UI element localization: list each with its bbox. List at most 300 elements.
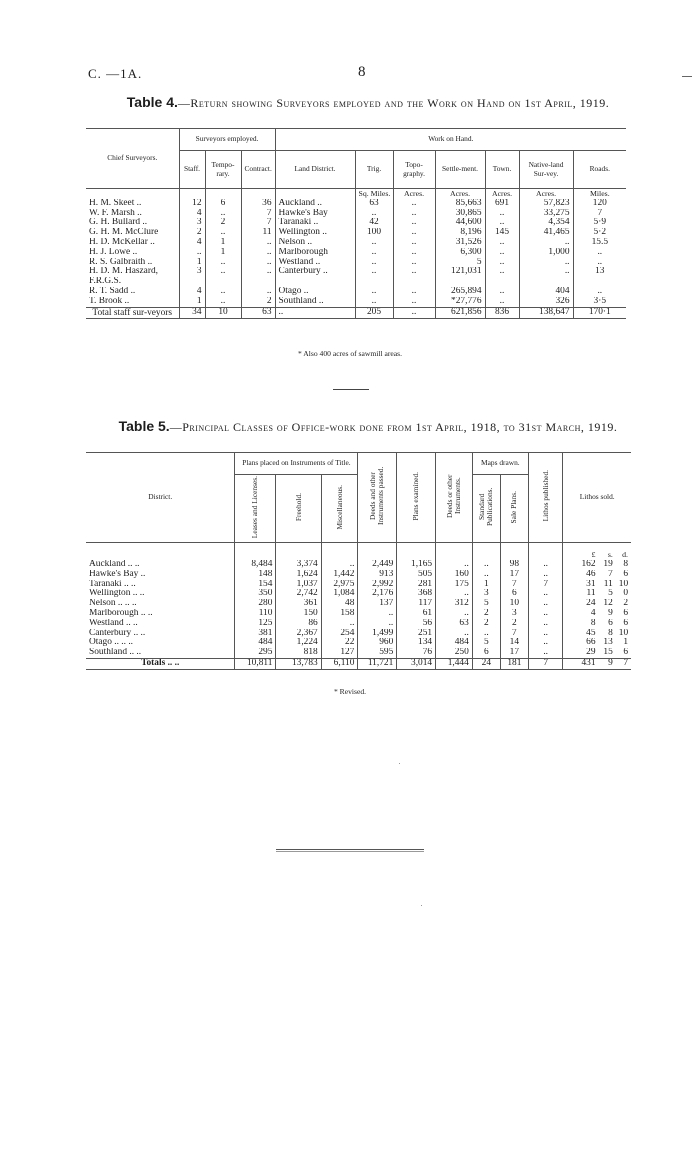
t4-cell-native-land: .. <box>519 267 573 277</box>
t5-cell-sale-plans: 7 <box>500 580 528 590</box>
t5-cell-district: Hawke's Bay .. <box>89 569 146 579</box>
t5-cell-lithos-published: .. <box>528 609 563 619</box>
t5-total-shillings: 9 <box>608 658 613 668</box>
t5-cell-sale-plans: 98 <box>500 560 528 570</box>
t4-cell-roads: 7 <box>573 209 626 219</box>
table-row <box>86 199 626 209</box>
t5-cell-deeds-other: 63 <box>436 619 473 629</box>
table-row <box>86 589 631 599</box>
t4-cell-staff: 4 <box>179 209 205 219</box>
table5-footnote: * Revised. <box>333 687 367 696</box>
t4-cell-staff: 3 <box>179 267 205 277</box>
t5-blank-cell <box>528 542 563 560</box>
t4-group-work: Work on Hand. <box>275 129 626 151</box>
t4-unit-land-district <box>275 189 355 199</box>
t5-cell-standard: .. <box>472 570 500 580</box>
t5-total-plans-examined: 3,014 <box>397 658 436 669</box>
t4-cell-trig: .. <box>355 258 393 268</box>
t4-unit-trig: Sq. Miles. <box>355 189 393 199</box>
t4-cell-contract: .. <box>241 258 275 268</box>
t4-cell-trig: .. <box>355 297 393 307</box>
t4-cell-settlement: 31,526 <box>435 238 485 248</box>
t5-cell-pence: 1 <box>623 638 628 648</box>
t4-unit-settlement: Acres. <box>435 189 485 199</box>
t4-col-staff: Staff. <box>179 151 205 189</box>
t4-cell-temporary <box>205 277 241 287</box>
t5-cell-pounds: 45 <box>563 629 599 639</box>
t4-col-town: Town. <box>485 151 519 189</box>
t5-cell-miscellaneous: 48 <box>321 599 358 609</box>
t5-col-lithos-sold: Lithos sold. <box>563 453 631 543</box>
table-row <box>86 580 631 590</box>
t4-cell-topography: .. <box>393 228 435 238</box>
t5-cell-sale-plans: 10 <box>500 599 528 609</box>
t5-cell-pence: 6 <box>623 648 628 658</box>
t5-cell-shillings: 5 <box>608 589 613 599</box>
t5-cell-pounds: 11 <box>563 589 599 599</box>
t4-cell-staff: 1 <box>179 258 205 268</box>
table4-footnote: * Also 400 acres of sawmill areas. <box>298 349 402 358</box>
t4-cell-topography: .. <box>393 297 435 307</box>
t5-cell-district: Taranaki .. .. <box>89 579 136 589</box>
table-row <box>86 560 631 570</box>
t5-col-plans-examined: Plans examined. <box>411 471 421 521</box>
t5-cell-shillings: 15 <box>603 648 613 658</box>
table-row <box>86 228 626 238</box>
section-divider <box>333 389 369 390</box>
table4 <box>86 128 626 319</box>
t4-cell-native-land: 326 <box>519 297 573 307</box>
t5-cell-pence: 8 <box>623 560 628 569</box>
t5-col-leases: Leases and Licenses. <box>250 475 260 539</box>
t4-cell-roads: 5·9 <box>573 218 626 228</box>
t5-col-deeds-passed: Deeds and other Instruments passed. <box>368 466 386 526</box>
t4-cell-trig: 100 <box>355 228 393 238</box>
t5-blank-cell <box>436 542 473 560</box>
t4-cell-settlement: 121,031 <box>435 267 485 277</box>
t5-cell-plans-examined: 76 <box>397 648 436 658</box>
t5-cell-standard: 5 <box>472 638 500 648</box>
t5-cell-miscellaneous: .. <box>321 619 358 629</box>
t4-cell-contract: 7 <box>241 209 275 219</box>
t4-cell-native-land: .. <box>519 258 573 268</box>
t4-col-native-land: Native-land Sur-vey. <box>519 151 573 189</box>
t5-cell-pounds: 162 <box>563 560 599 570</box>
t5-cell-standard: 1 <box>472 580 500 590</box>
t4-cell-native-land: 33,275 <box>519 209 573 219</box>
t5-cell-deeds-other: .. <box>436 629 473 639</box>
t4-cell-topography: .. <box>393 218 435 228</box>
table-row <box>86 287 626 297</box>
t4-cell-temporary: .. <box>205 297 241 307</box>
t5-total-district: Totals .. .. <box>141 658 180 668</box>
t4-total-settlement: 621,856 <box>435 307 485 318</box>
t5-cell-pounds: 8 <box>563 619 599 629</box>
t4-total-topography: .. <box>393 307 435 318</box>
t5-cell-deeds-other: 250 <box>436 648 473 658</box>
t4-cell-land-district: Westland .. <box>275 258 355 268</box>
t5-total-pence: 7 <box>623 658 628 668</box>
t4-cell-land-district: Wellington .. <box>275 228 355 238</box>
t5-blank-cell <box>358 542 397 560</box>
t5-cell-lithos-published: .. <box>528 619 563 629</box>
t5-cell-freehold: 2,367 <box>276 629 321 639</box>
table-row <box>86 570 631 580</box>
t5-cell-miscellaneous: 22 <box>321 638 358 648</box>
t4-cell-settlement: 265,894 <box>435 287 485 297</box>
table5-title <box>88 419 648 434</box>
t5-cell-sale-plans: 14 <box>500 638 528 648</box>
t4-cell-chief-surveyor: H. J. Lowe .. <box>89 247 138 257</box>
t4-cell-land-district: Otago .. <box>275 287 355 297</box>
t4-cell-staff: 3 <box>179 218 205 228</box>
t4-col-land-district: Land District. <box>275 151 355 189</box>
t4-cell-staff: 12 <box>179 199 205 209</box>
t5-cell-shillings: 19 <box>603 560 613 569</box>
t5-cell-miscellaneous: 1,084 <box>321 589 358 599</box>
t5-total-sale-plans: 181 <box>500 658 528 669</box>
t5-col-lithos-published: Lithos published. <box>540 470 550 522</box>
table5-title-text: —Principal Classes of Office-work done from 1st April, 1918, to 31st March, 1919. <box>169 420 618 434</box>
t5-cell-freehold: 1,624 <box>276 570 321 580</box>
t4-unit-chief-surveyor <box>86 189 179 199</box>
edge-mark <box>682 76 692 77</box>
t5-cell-deeds-passed: 595 <box>358 648 397 658</box>
t4-unit-contract <box>241 189 275 199</box>
table-row <box>86 609 631 619</box>
table-row <box>86 209 626 219</box>
t5-cell-plans-examined: 117 <box>397 599 436 609</box>
t4-cell-contract: 7 <box>241 218 275 228</box>
t4-total-town: 836 <box>485 307 519 318</box>
t5-cell-leases: 295 <box>235 648 276 658</box>
t5-cell-pence: 6 <box>623 618 628 628</box>
t5-total-leases: 10,811 <box>235 658 276 669</box>
t5-blank-cell <box>86 542 235 560</box>
t4-cell-town: .. <box>485 238 519 248</box>
t4-cell-staff <box>179 277 205 287</box>
t5-cell-deeds-other: .. <box>436 589 473 599</box>
t4-cell-staff: 4 <box>179 238 205 248</box>
t5-cell-freehold: 2,742 <box>276 589 321 599</box>
t4-cell-native-land: 41,465 <box>519 228 573 238</box>
t4-cell-chief-surveyor: T. Brook .. <box>89 296 130 306</box>
t5-cell-plans-examined: 1,165 <box>397 560 436 570</box>
t5-cell-deeds-other: 160 <box>436 570 473 580</box>
t5-unit-pounds: £ <box>563 542 599 560</box>
t4-cell-topography: .. <box>393 238 435 248</box>
t5-col-miscellaneous: Miscellaneous. <box>334 484 344 530</box>
t4-cell-land-district: Nelson .. <box>275 238 355 248</box>
t5-blank-cell <box>235 542 276 560</box>
t4-cell-native-land: 57,823 <box>519 199 573 209</box>
t5-cell-district: Westland .. .. <box>89 618 138 628</box>
table-row <box>86 638 631 648</box>
t5-cell-district: Marlborough .. .. <box>89 608 153 618</box>
t4-cell-land-district: Southland .. <box>275 297 355 307</box>
t5-cell-leases: 350 <box>235 589 276 599</box>
t5-cell-lithos-published: .. <box>528 648 563 658</box>
t5-cell-freehold: 3,374 <box>276 560 321 570</box>
t4-cell-topography: .. <box>393 258 435 268</box>
table-row <box>86 267 626 277</box>
t4-cell-roads: 13 <box>573 267 626 277</box>
t5-cell-leases: 280 <box>235 599 276 609</box>
t5-col-deeds-other: Deeds or other Instruments. <box>444 474 462 518</box>
t5-cell-freehold: 86 <box>276 619 321 629</box>
t5-blank-cell <box>472 542 500 560</box>
t5-cell-miscellaneous: .. <box>321 560 358 570</box>
t4-cell-topography: .. <box>393 248 435 258</box>
t5-cell-pence: 0 <box>623 589 628 599</box>
t4-cell-roads: .. <box>573 258 626 268</box>
t5-cell-shillings: 9 <box>608 608 613 618</box>
t4-cell-contract: 2 <box>241 297 275 307</box>
t4-unit-native-land: Acres. <box>519 189 573 199</box>
t4-col-chief: Chief Surveyors. <box>107 153 158 163</box>
t5-cell-district: Otago .. .. .. <box>89 638 134 648</box>
table-row <box>86 277 626 287</box>
t5-cell-deeds-other: 312 <box>436 599 473 609</box>
t4-cell-town: .. <box>485 218 519 228</box>
t4-cell-town: .. <box>485 297 519 307</box>
t4-cell-chief-surveyor: H. M. Skeet .. <box>89 198 142 208</box>
t5-cell-plans-examined: 251 <box>397 629 436 639</box>
t4-total-native-land: 138,647 <box>519 307 573 318</box>
t5-cell-leases: 8,484 <box>235 560 276 570</box>
t4-group-surveyors: Surveyors employed. <box>179 129 275 151</box>
t5-cell-deeds-passed: .. <box>358 609 397 619</box>
t4-cell-temporary: .. <box>205 258 241 268</box>
t5-cell-plans-examined: 505 <box>397 570 436 580</box>
t4-cell-town <box>485 277 519 287</box>
t5-cell-miscellaneous: 254 <box>321 629 358 639</box>
t5-cell-deeds-passed: 2,176 <box>358 589 397 599</box>
t4-cell-town: .. <box>485 248 519 258</box>
table5 <box>86 452 631 670</box>
t4-total-temporary: 10 <box>205 307 241 318</box>
t4-cell-settlement: 44,600 <box>435 218 485 228</box>
t5-total-standard: 24 <box>472 658 500 669</box>
t5-cell-pounds: 31 <box>563 580 599 590</box>
t4-col-settlement: Settle-ment. <box>435 151 485 189</box>
table-row <box>86 248 626 258</box>
t4-cell-settlement: *27,776 <box>435 297 485 307</box>
t4-cell-trig: 63 <box>355 199 393 209</box>
t5-cell-lithos-published: .. <box>528 638 563 648</box>
t5-cell-leases: 154 <box>235 580 276 590</box>
t4-cell-staff: 1 <box>179 297 205 307</box>
t4-cell-roads: .. <box>573 248 626 258</box>
t4-cell-trig: .. <box>355 287 393 297</box>
t5-unit-shillings: s. <box>607 550 613 560</box>
t4-cell-chief-surveyor: G. H. Bullard .. <box>89 218 148 228</box>
t5-total-pounds: 431 <box>563 658 599 669</box>
t4-cell-town: .. <box>485 267 519 277</box>
t5-cell-freehold: 818 <box>276 648 321 658</box>
t4-cell-chief-surveyor: H. D. M. Haszard, <box>89 267 158 277</box>
t4-cell-chief-surveyor: G. H. M. McClure <box>89 228 159 238</box>
t5-cell-lithos-published: .. <box>528 570 563 580</box>
t4-cell-contract: .. <box>241 287 275 297</box>
t4-cell-topography <box>393 277 435 287</box>
t5-cell-freehold: 1,224 <box>276 638 321 648</box>
t5-cell-leases: 381 <box>235 629 276 639</box>
t4-cell-temporary: 1 <box>205 248 241 258</box>
t5-cell-sale-plans: 3 <box>500 609 528 619</box>
table-row <box>86 238 626 248</box>
t4-cell-contract: .. <box>241 248 275 258</box>
bottom-rule <box>276 849 424 852</box>
t5-cell-pounds: 29 <box>563 648 599 658</box>
t5-cell-sale-plans: 7 <box>500 629 528 639</box>
t5-cell-standard: 6 <box>472 648 500 658</box>
t4-cell-settlement: 5 <box>435 258 485 268</box>
t4-cell-roads: 3·5 <box>573 297 626 307</box>
t5-cell-freehold: 361 <box>276 599 321 609</box>
t4-cell-temporary: .. <box>205 267 241 277</box>
t4-cell-town: 691 <box>485 199 519 209</box>
t5-cell-district: Southland .. .. <box>89 648 142 658</box>
t5-cell-plans-examined: 281 <box>397 580 436 590</box>
t5-cell-lithos-published: .. <box>528 629 563 639</box>
t4-cell-land-district: Canterbury .. <box>275 267 355 277</box>
table4-title <box>88 95 648 110</box>
t5-cell-shillings: 11 <box>603 579 613 589</box>
t4-cell-contract: 11 <box>241 228 275 238</box>
t5-cell-shillings: 12 <box>603 599 613 609</box>
t5-cell-lithos-published: .. <box>528 599 563 609</box>
t4-cell-topography: .. <box>393 209 435 219</box>
t4-cell-land-district: Auckland .. <box>275 199 355 209</box>
t5-cell-district: Auckland .. .. <box>89 560 140 569</box>
t4-cell-land-district: Taranaki .. <box>275 218 355 228</box>
table4-label: Table 4. <box>126 94 178 110</box>
t5-cell-lithos-published: .. <box>528 589 563 599</box>
t5-cell-pence: 6 <box>623 569 628 579</box>
t5-cell-pounds: 4 <box>563 609 599 619</box>
t5-cell-pence: 10 <box>618 628 629 638</box>
t4-cell-contract <box>241 277 275 287</box>
t5-cell-pounds: 46 <box>563 570 599 580</box>
t5-cell-deeds-other: 484 <box>436 638 473 648</box>
t5-col-district: District. <box>148 492 173 501</box>
t5-cell-freehold: 150 <box>276 609 321 619</box>
t4-cell-land-district <box>275 277 355 287</box>
table-row <box>86 629 631 639</box>
t4-cell-chief-surveyor: R. T. Sadd .. <box>89 286 136 296</box>
t4-cell-chief-surveyor: H. D. McKellar .. <box>89 237 155 247</box>
t5-cell-plans-examined: 134 <box>397 638 436 648</box>
t5-cell-standard: 2 <box>472 609 500 619</box>
t5-cell-deeds-other: .. <box>436 609 473 619</box>
t4-total-chief-surveyor: Total staff sur-veyors <box>92 307 173 318</box>
t4-unit-staff <box>179 189 205 199</box>
t5-cell-standard: 3 <box>472 589 500 599</box>
t5-total-deeds-other: 1,444 <box>436 658 473 669</box>
t4-cell-staff: 4 <box>179 287 205 297</box>
t4-col-roads: Roads. <box>573 151 626 189</box>
t5-cell-district: Nelson .. .. .. <box>89 599 137 609</box>
t5-blank-cell <box>321 542 358 560</box>
t4-cell-town: .. <box>485 287 519 297</box>
t5-blank-cell <box>500 542 528 560</box>
t5-cell-deeds-passed: 913 <box>358 570 397 580</box>
t5-blank-cell <box>276 542 321 560</box>
t5-cell-pounds: 24 <box>563 599 599 609</box>
t5-cell-shillings: 7 <box>608 569 613 579</box>
t4-cell-contract: .. <box>241 267 275 277</box>
t5-cell-deeds-other: .. <box>436 560 473 570</box>
t5-cell-standard: 2 <box>472 619 500 629</box>
t4-col-trig: Trig. <box>355 151 393 189</box>
t5-cell-miscellaneous: 158 <box>321 609 358 619</box>
t5-total-freehold: 13,783 <box>276 658 321 669</box>
t5-cell-standard: .. <box>472 560 500 570</box>
t4-cell-trig: .. <box>355 238 393 248</box>
t4-unit-town: Acres. <box>485 189 519 199</box>
t4-cell-settlement: 85,663 <box>435 199 485 209</box>
t4-cell-topography: .. <box>393 287 435 297</box>
t4-cell-topography: .. <box>393 199 435 209</box>
t5-cell-shillings: 8 <box>608 628 613 638</box>
t5-cell-standard: .. <box>472 629 500 639</box>
t5-cell-sale-plans: 17 <box>500 648 528 658</box>
table-row <box>86 648 631 658</box>
t5-cell-sale-plans: 6 <box>500 589 528 599</box>
t5-cell-freehold: 1,037 <box>276 580 321 590</box>
t5-cell-plans-examined: 368 <box>397 589 436 599</box>
t5-total-row <box>86 658 631 669</box>
t4-cell-native-land: 404 <box>519 287 573 297</box>
t5-cell-pounds: 66 <box>563 638 599 648</box>
t4-cell-trig: .. <box>355 267 393 277</box>
t5-cell-deeds-passed: 137 <box>358 599 397 609</box>
table-row <box>86 599 631 609</box>
t4-cell-trig: .. <box>355 248 393 258</box>
t4-cell-chief-surveyor: R. S. Galbraith .. <box>89 257 153 267</box>
t5-col-sale-plans: Sale Plans. <box>509 490 519 524</box>
t4-cell-temporary: .. <box>205 209 241 219</box>
t5-cell-pence: 6 <box>623 608 628 618</box>
scan-speck <box>421 905 422 906</box>
t5-cell-pence: 10 <box>618 579 629 589</box>
t4-col-temporary: Tempo-rary. <box>205 151 241 189</box>
t5-cell-leases: 110 <box>235 609 276 619</box>
t4-col-topography: Topo-graphy. <box>393 151 435 189</box>
t4-cell-roads: .. <box>573 287 626 297</box>
t5-group-maps: Maps drawn. <box>472 453 528 475</box>
t5-cell-sale-plans: 17 <box>500 570 528 580</box>
t5-cell-deeds-passed: 960 <box>358 638 397 648</box>
t5-blank-cell <box>397 542 436 560</box>
t4-cell-trig: 42 <box>355 218 393 228</box>
table-row <box>86 258 626 268</box>
t5-money-units-row <box>86 542 631 560</box>
t5-cell-plans-examined: 56 <box>397 619 436 629</box>
t4-cell-staff: 2 <box>179 228 205 238</box>
t4-cell-trig <box>355 277 393 287</box>
table-row <box>86 297 626 307</box>
t4-cell-temporary: .. <box>205 287 241 297</box>
t5-cell-miscellaneous: 2,975 <box>321 580 358 590</box>
t4-cell-roads: 15.5 <box>573 238 626 248</box>
t5-cell-pence: 2 <box>623 599 628 609</box>
t4-cell-chief-surveyor: F.R.G.S. <box>89 277 122 287</box>
t4-cell-town: 145 <box>485 228 519 238</box>
t4-cell-town: .. <box>485 209 519 219</box>
t5-cell-standard: 5 <box>472 599 500 609</box>
